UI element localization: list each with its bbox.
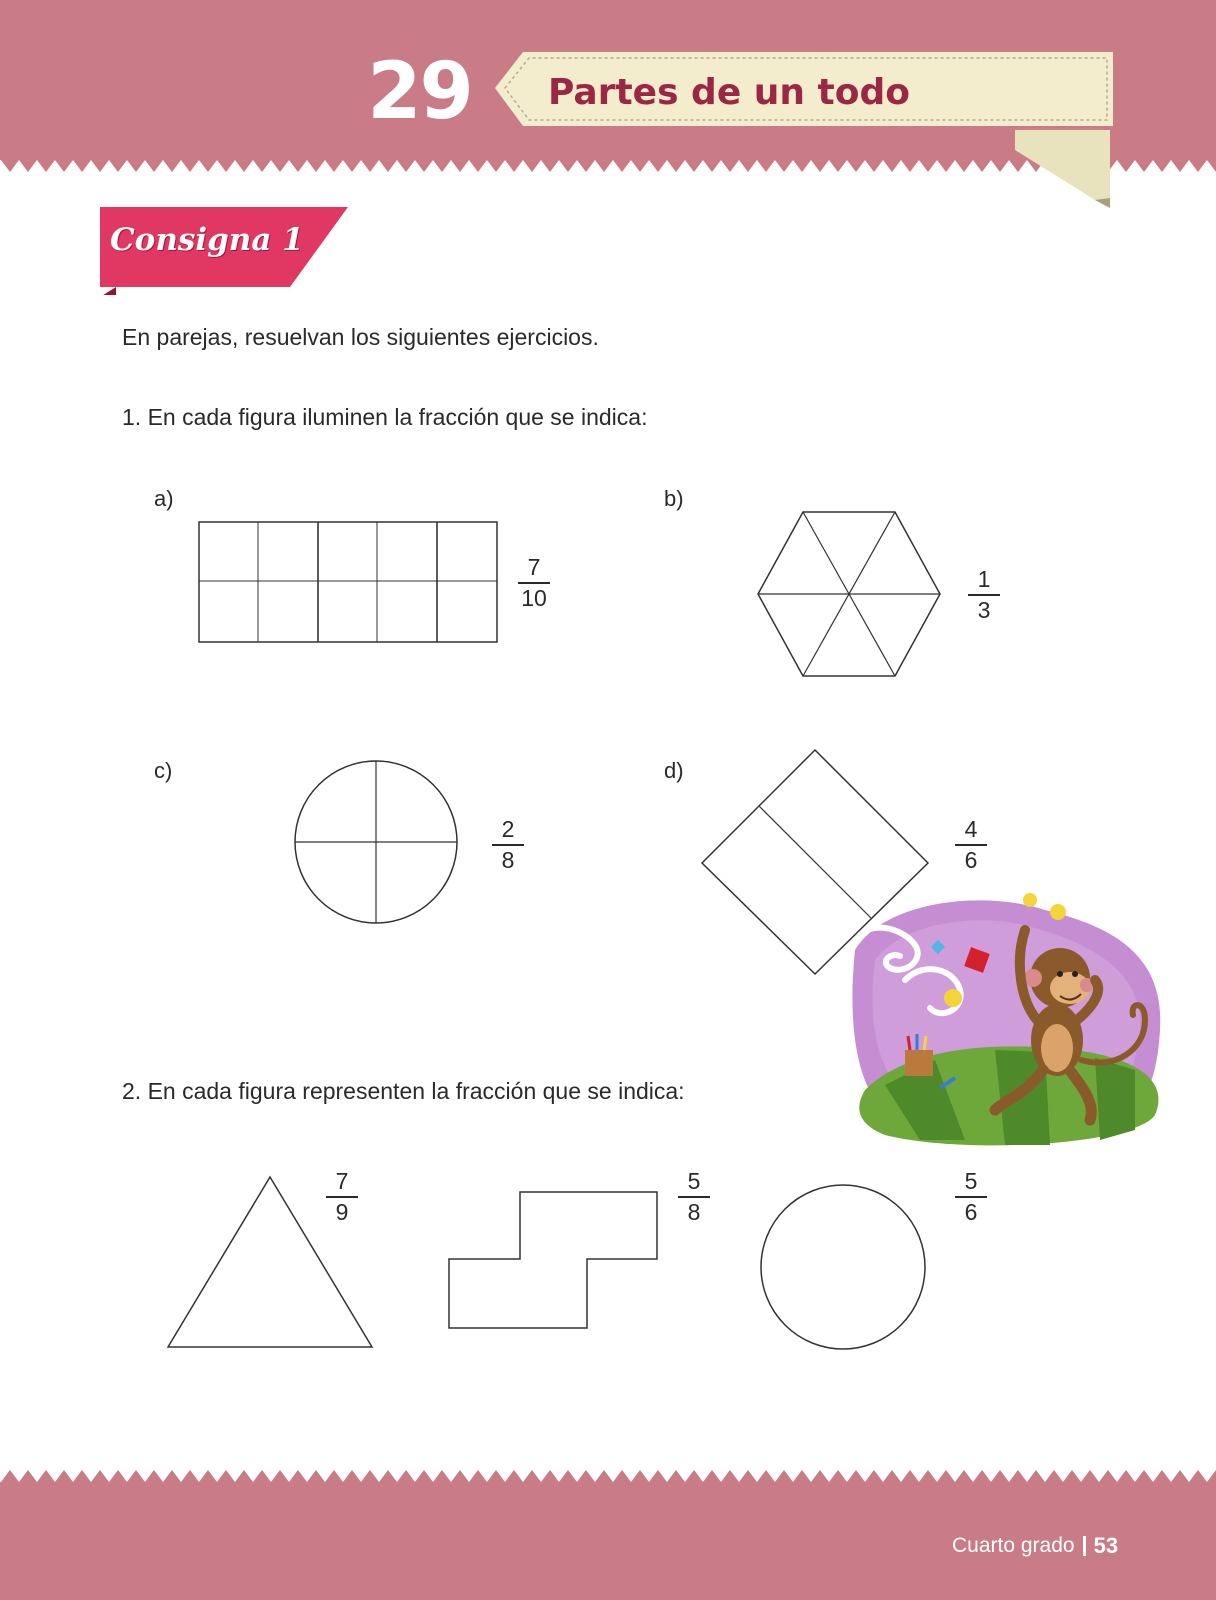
fraction-c [492,816,524,874]
page-number: 53 [1093,1533,1119,1558]
monkey-juggling-illustration [845,890,1175,1150]
item-c-label: c) [154,758,173,783]
fraction-d [955,816,987,874]
fraction-b-denominator: 3 [977,596,991,623]
exercise-1-instruction: 1. En cada figura iluminen la fracción que se indica: [122,404,648,430]
fraction-bar [518,582,550,584]
hexagon[interactable] [756,510,942,678]
circle-quartered[interactable] [293,759,459,925]
fraction-circle-denominator: 6 [964,1198,978,1225]
step-shape[interactable] [447,1190,659,1330]
item-b-label: b) [664,486,684,511]
fraction-b-numerator: 1 [977,566,991,592]
fraction-step-shape-denominator: 8 [687,1198,701,1225]
fraction-d-numerator: 4 [964,816,978,842]
fraction-bar [955,1196,987,1198]
fraction-b [968,566,1000,624]
fraction-bar [326,1196,358,1198]
fraction-circle [955,1168,987,1226]
intro-text: En parejas, resuelvan los siguientes ejercicios. [122,324,599,350]
circle-blank[interactable] [759,1183,927,1351]
fraction-step-shape-numerator: 5 [687,1168,701,1194]
fraction-bar [678,1196,710,1198]
fraction-a-denominator: 10 [521,584,547,611]
fraction-a [518,554,550,612]
fraction-bar [955,844,987,846]
fraction-circle-numerator: 5 [964,1168,978,1194]
fraction-triangle-numerator: 7 [335,1168,349,1194]
lesson-number: 29 [367,47,472,137]
item-a-label: a) [154,486,174,511]
item-d-label: d) [664,758,684,783]
fraction-c-numerator: 2 [501,816,515,842]
fraction-triangle [326,1168,358,1226]
exercise-2-instruction: 2. En cada figura representen la fracción que se indica: [122,1078,685,1104]
footer [952,1533,1118,1559]
fraction-triangle-denominator: 9 [335,1198,349,1225]
footer-separator [1083,1536,1086,1556]
fraction-bar [968,594,1000,596]
grid-rectangle[interactable] [198,521,498,643]
fraction-d-denominator: 6 [964,846,978,873]
fraction-c-denominator: 8 [501,846,515,873]
grade-label: Cuarto grado [952,1534,1075,1557]
consigna-label: Consigna 1 [110,222,304,258]
fraction-step-shape [678,1168,710,1226]
lesson-title: Partes de un todo [548,72,911,113]
fraction-bar [492,844,524,846]
fraction-a-numerator: 7 [527,554,541,580]
